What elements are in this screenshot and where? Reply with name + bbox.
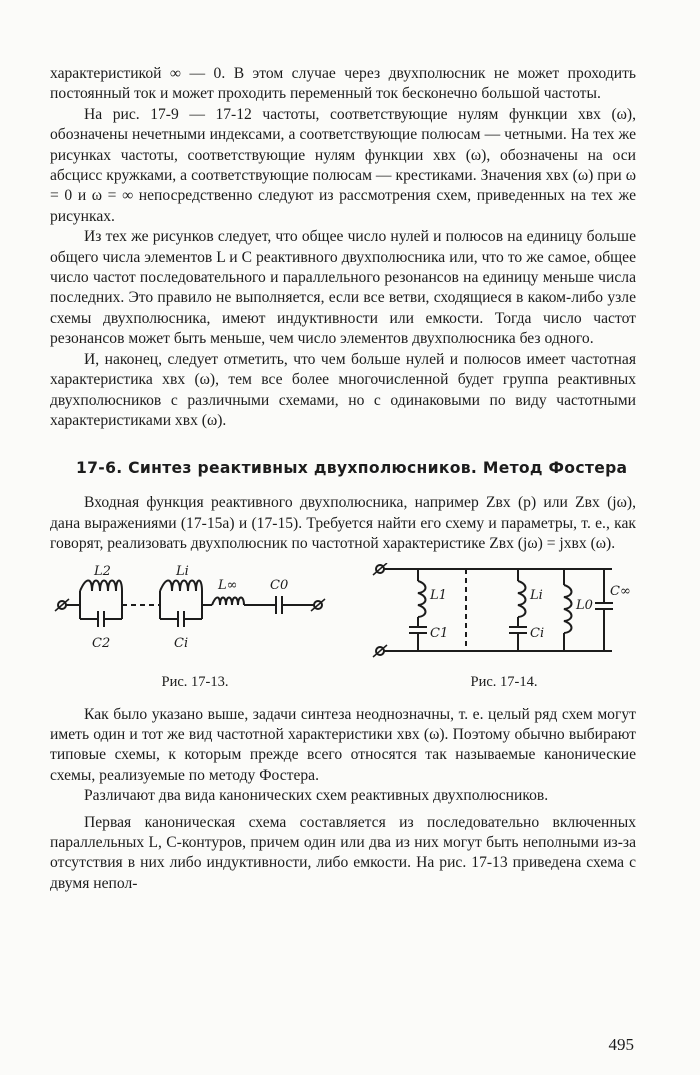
section-heading: 17-6. Синтез реактивных двухполюсников. Метод Фостера xyxy=(76,459,628,478)
label-l0: L0 xyxy=(576,597,593,613)
figure-17-14-caption: Рис. 17-14. xyxy=(470,673,538,690)
figure-17-14 xyxy=(372,563,636,691)
paragraph-7: Различают два вида канонических схем реактивных двухполюсников. xyxy=(84,787,549,805)
inductor-l1 xyxy=(418,581,426,617)
paragraph-8: Первая каноническая схема составляется из последовательно включенных параллельных L, C-контуров, причем один или два из них могут быть неполными из-за отсутствия в них либо индуктивности, либо емкости. На рис. 17-13 приведена схема с двумя непол- xyxy=(50,813,636,892)
label-c2: C2 xyxy=(92,635,111,651)
figure-17-13 xyxy=(50,563,340,691)
figure-17-13-caption: Рис. 17-13. xyxy=(161,673,229,690)
page-body xyxy=(50,64,636,894)
figure-17-13-schematic xyxy=(50,563,340,663)
page-number: 495 xyxy=(608,1035,634,1054)
label-l1: L1 xyxy=(430,587,447,603)
paragraph-4: И, наконец, следует отметить, что чем больше нулей и полюсов имеет частотная характеристика xвх (ω), тем все более многочисленной будет группа реактивных двухполюсников с различными схемами, но с одинаковыми по виду частотными характеристиками xвх (ω). xyxy=(50,350,636,429)
label-l2: L2 xyxy=(94,563,111,579)
inductor-linf xyxy=(212,597,244,605)
paragraph-6: Как было указано выше, задачи синтеза неоднозначны, т. е. целый ряд схем могут иметь один и тот же вид частотной характеристики xвх (ω). Поэтому обычно выбирают типовые схемы, к которым прежде всего относятся так называемые канонические схемы, реализуемые по методу Фостера. xyxy=(50,705,636,784)
paragraph-2: На рис. 17-9 — 17-12 частоты, соответствующие нулям функции xвх (ω), обозначены нечетными индексами, а соответствующие полюсам — четными. На тех же рисунках частоты, соответствующие нулям функции xвх (ω), обозначены на оси абсцисс кружками, а соответствующие полюсам — крестиками. Значения xвх (ω) при ω = 0 и ω = ∞ непосредственно следуют из рассмотрения схем, приведенных на тех же рисунках. xyxy=(50,105,636,225)
label-c1: C1 xyxy=(430,625,449,641)
paragraph-5: Входная функция реактивного двухполюсника, например Zвх (p) или Zвх (jω), дана выражениями (17-15а) и (17-15). Требуется найти его схему и параметры, т. е., как говорят, реализовать двухполюсник по частотной характеристике Zвх (jω) = jxвх (ω). xyxy=(50,494,636,553)
figure-17-14-schematic xyxy=(372,563,636,663)
paragraph-3: Из тех же рисунков следует, что общее число нулей и полюсов на единицу больше общего числа элементов L и C реактивного двухполюсника или, что то же самое, общее число частот последовательного и параллельного резонансов на единицу меньше числа последних. Это правило не выполняется, если все ветви, сходящиеся в каком-либо узле схемы двухполюсника, имеют индуктивности или емкости. Тогда число частот резонансов может быть меньше, чем число элементов двухполюсника без одного. xyxy=(50,228,636,348)
inductor-l2 xyxy=(80,580,122,591)
label-c0: C0 xyxy=(270,577,289,593)
figures-row xyxy=(50,563,636,691)
label-ci-14: Ci xyxy=(530,625,545,641)
label-li-13: Li xyxy=(176,563,189,579)
inductor-li xyxy=(160,580,202,591)
label-li-14: Li xyxy=(530,587,543,603)
label-cinf: C∞ xyxy=(610,583,631,599)
label-ci-13: Ci xyxy=(174,635,189,651)
inductor-li-14 xyxy=(518,581,526,617)
inductor-l0 xyxy=(564,585,572,633)
paragraph-1: характеристикой ∞ — 0. В этом случае через двухполюсник не может проходить постоянный ток и может проходить переменный ток бесконечно большой частоты. xyxy=(50,65,636,103)
label-linf: L∞ xyxy=(218,577,238,593)
